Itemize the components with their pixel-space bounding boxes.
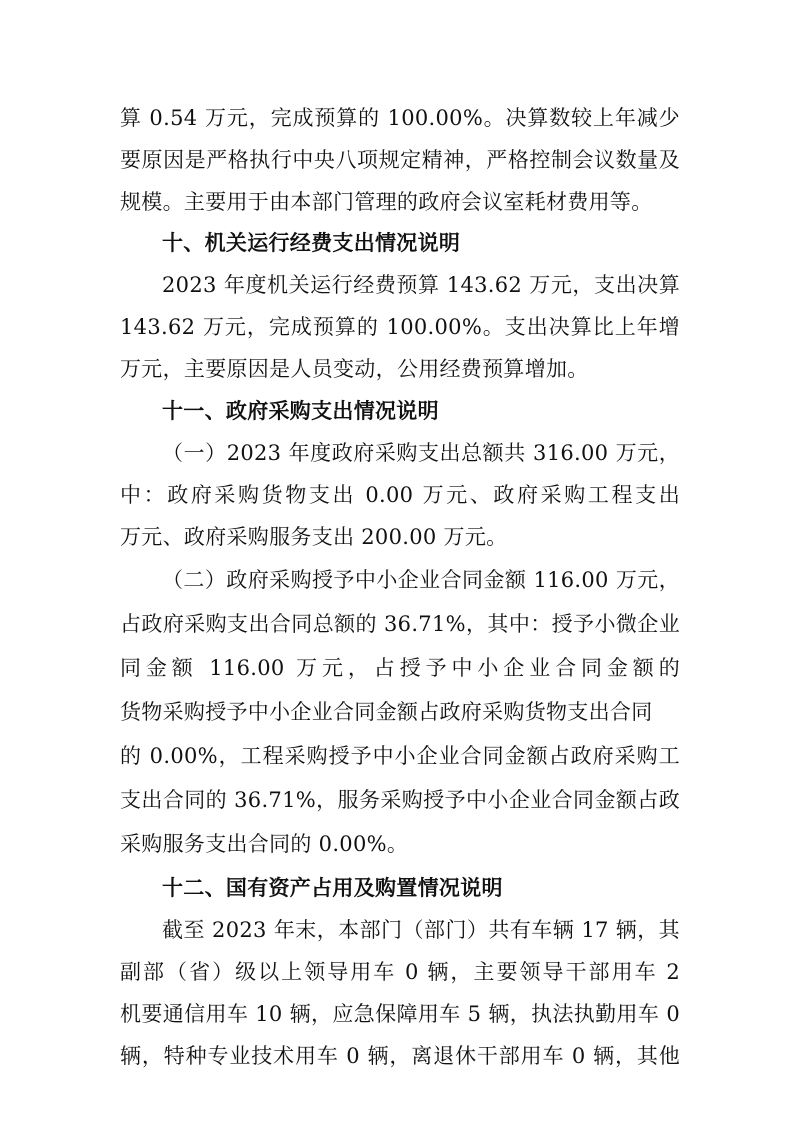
paragraph-line: 万元，主要原因是人员变动，公用经费预算增加。: [120, 357, 589, 381]
paragraph-line: 143.62 万元，完成预算的 100.00%。支出决算比上年增: [120, 315, 680, 339]
paragraph-line: （一）2023 年度政府采购支出总额共 316.00 万元，: [162, 441, 680, 465]
paragraph-line: 中：政府采购货物支出 0.00 万元、政府采购工程支出: [120, 483, 680, 507]
paragraph-line: 副部（省）级以上领导用车 0 辆，主要领导干部用车 2: [120, 960, 680, 984]
paragraph-line: 2023 年度机关运行经费预算 143.62 万元，支出决算: [162, 273, 680, 297]
section-heading-11: 十一、政府采购支出情况说明: [162, 399, 439, 423]
paragraph-line: 万元、政府采购服务支出 200.00 万元。: [120, 525, 508, 549]
paragraph-line: 占政府采购支出合同总额的 36.71%，其中：授予小微企业: [120, 612, 680, 636]
paragraph-line: 支出合同的 36.71%，服务采购授予中小企业合同金额占政: [120, 788, 680, 812]
paragraph-line: （二）政府采购授予中小企业合同金额 116.00 万元，: [162, 568, 680, 592]
paragraph-line: 要原因是严格执行中央八项规定精神，严格控制会议数量及: [120, 148, 680, 172]
section-heading-12: 十二、国有资产占用及购置情况说明: [162, 876, 503, 900]
section-heading-10: 十、机关运行经费支出情况说明: [162, 231, 461, 255]
paragraph-line: 算 0.54 万元，完成预算的 100.00%。决算数较上年减少: [120, 106, 680, 130]
paragraph-line: 采购服务支出合同的 0.00%。: [120, 832, 409, 856]
paragraph-line: 的 0.00%，工程采购授予中小企业合同金额占政府采购工: [120, 744, 680, 768]
paragraph-line: 机要通信用车 10 辆，应急保障用车 5 辆，执法执勤用车 0: [120, 1002, 680, 1026]
paragraph-line: 同金额 116.00 万元，占授予中小企业合同金额的: [120, 656, 680, 680]
paragraph-line: 规模。主要用于由本部门管理的政府会议室耗材费用等。: [120, 190, 653, 214]
paragraph-line: 辆，特种专业技术用车 0 辆，离退休干部用车 0 辆，其他: [120, 1044, 680, 1068]
paragraph-line: 截至 2023 年末，本部门（部门）共有车辆 17 辆，其: [162, 918, 680, 942]
paragraph-line: 货物采购授予中小企业合同金额占政府采购货物支出合同: [120, 700, 653, 724]
